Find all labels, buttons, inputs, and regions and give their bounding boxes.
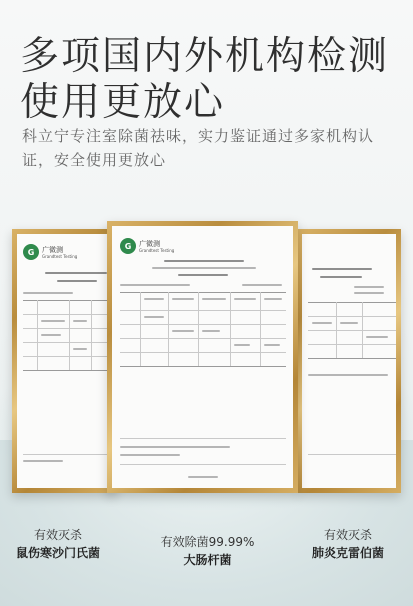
subtitle: 科立宁专注室除菌祛味，实力鉴证通过多家机构认证，安全使用更放心 [22, 127, 375, 169]
table-rule [91, 300, 92, 370]
table-rule [230, 292, 231, 366]
caption-center-line1: 有效除菌99.99% [160, 535, 255, 549]
table-rule [23, 454, 111, 455]
certificate-paper [17, 234, 111, 488]
table-rule [308, 330, 396, 331]
certificate-frame-left [12, 229, 116, 493]
certificate-logo [23, 244, 77, 260]
report-text-line [202, 330, 220, 332]
report-text-line [144, 298, 164, 300]
caption-left-line2: 鼠伤寒沙门氏菌 [15, 546, 100, 560]
caption-right-line2: 肺炎克雷伯菌 [311, 546, 384, 560]
report-text-line [178, 274, 228, 276]
grandtest-logo-icon: G [23, 244, 39, 260]
table-rule [308, 302, 396, 303]
report-text-line [164, 260, 244, 262]
report-text-line [23, 460, 63, 462]
report-text-line [234, 344, 250, 346]
certificate-logo [120, 238, 174, 254]
report-text-line [172, 330, 194, 332]
report-text-line [45, 272, 107, 274]
report-text-line [264, 298, 282, 300]
caption-right [283, 526, 413, 562]
table-rule [168, 292, 169, 366]
certificate-logo-en: Grandtest Testing [42, 253, 78, 259]
report-text-line [242, 284, 282, 286]
headline-line-2: 使用更放心 [20, 80, 226, 125]
table-rule [308, 454, 396, 455]
headline-line-1: 多项国内外机构检测 [20, 34, 390, 79]
report-text-line [264, 344, 280, 346]
report-text-line [57, 280, 97, 282]
report-text-line [308, 374, 388, 376]
certificate-logo-cn: 广微测 [42, 245, 63, 254]
report-text-line [188, 476, 218, 478]
report-text-line [354, 292, 384, 294]
grandtest-logo-icon: G [120, 238, 136, 254]
caption-center [136, 533, 279, 569]
report-text-line [152, 267, 256, 269]
table-rule [308, 316, 396, 317]
table-rule [120, 310, 286, 311]
report-text-line [73, 320, 87, 322]
caption-left [0, 526, 116, 562]
table-rule [120, 292, 286, 293]
report-text-line [120, 446, 230, 448]
caption-center-line2: 大肠杆菌 [183, 553, 232, 567]
table-rule [69, 300, 70, 370]
certificate-frame-right [297, 229, 401, 493]
table-rule [120, 438, 286, 439]
report-text-line [202, 298, 226, 300]
caption-right-line1: 有效灭杀 [323, 528, 372, 542]
report-text-line [312, 322, 332, 324]
table-rule [120, 324, 286, 325]
report-text-line [172, 298, 194, 300]
table-rule [308, 344, 396, 345]
table-rule [260, 292, 261, 366]
certificate-paper [302, 234, 396, 488]
table-rule [198, 292, 199, 366]
table-rule [362, 302, 363, 358]
table-rule [120, 464, 286, 465]
certificate-logo-en: Grandtest Testing [139, 247, 175, 253]
report-text-line [73, 348, 87, 350]
table-rule [120, 366, 286, 367]
table-rule [140, 292, 141, 366]
report-text-line [366, 336, 388, 338]
report-text-line [234, 298, 256, 300]
table-rule [37, 300, 38, 370]
report-text-line [41, 334, 61, 336]
report-text-line [312, 268, 372, 270]
certificate-paper [112, 226, 293, 488]
table-rule [120, 338, 286, 339]
table-rule [336, 302, 337, 358]
table-rule [120, 352, 286, 353]
report-text-line [340, 322, 358, 324]
certificate-logo-cn: 广微测 [139, 239, 160, 248]
report-text-line [120, 284, 190, 286]
report-text-line [41, 320, 65, 322]
report-text-line [354, 286, 384, 288]
headline [20, 34, 389, 126]
table-rule [23, 370, 111, 371]
report-text-line [23, 292, 73, 294]
report-text-line [144, 316, 164, 318]
report-text-line [320, 276, 362, 278]
caption-left-line1: 有效灭杀 [33, 528, 82, 542]
report-text-line [120, 454, 180, 456]
certificate-frame-center [107, 221, 298, 493]
table-rule [308, 358, 396, 359]
